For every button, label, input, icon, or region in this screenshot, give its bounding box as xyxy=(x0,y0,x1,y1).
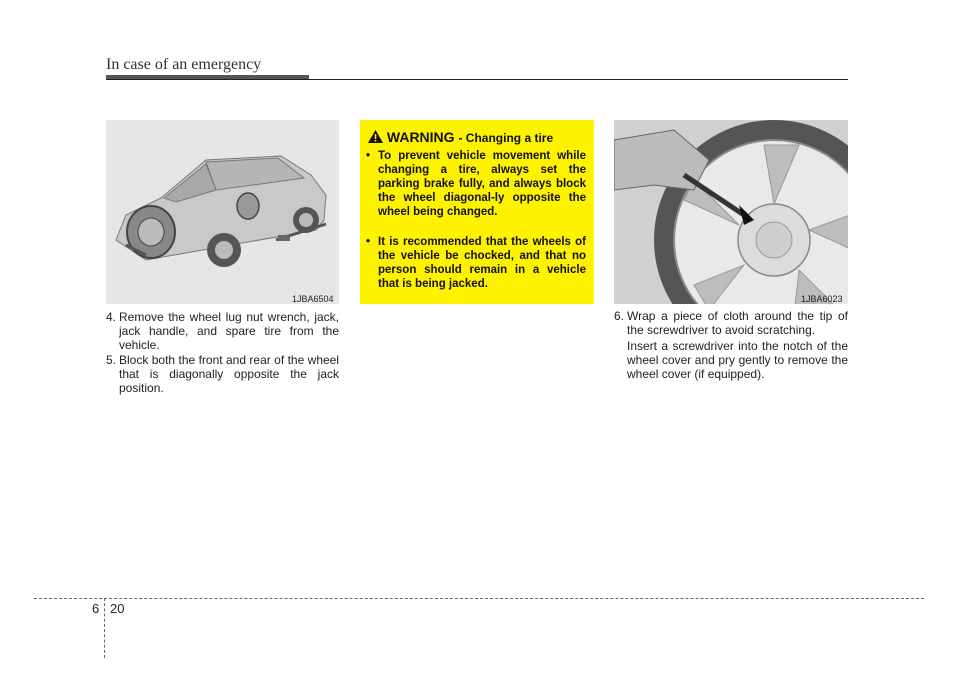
step-text: Block both the front and rear of the wheel that is diagonally opposite the jack position. xyxy=(119,353,339,395)
warning-item xyxy=(366,235,586,291)
footer-vertical-divider xyxy=(104,598,105,658)
warning-box xyxy=(360,120,594,304)
warning-label: WARNING xyxy=(386,129,455,145)
header-rule xyxy=(106,79,848,80)
step-number: 6. xyxy=(614,309,625,323)
warning-title xyxy=(368,129,553,145)
step-6 xyxy=(614,309,848,337)
warning-item xyxy=(366,149,586,219)
step-number: 5. xyxy=(106,353,117,367)
step-text: Remove the wheel lug nut wrench, jack, jack handle, and spare tire from the vehicle. xyxy=(119,310,339,352)
figure-code: 1JBA6023 xyxy=(801,294,843,304)
step-5 xyxy=(106,353,339,395)
warning-item-text: To prevent vehicle movement while changing a tire, always set the parking brake fully, and always block the wheel diagonal-ly opposite the wheel being changed. xyxy=(378,150,586,218)
step-4 xyxy=(106,310,339,352)
step-text: Wrap a piece of cloth around the tip of the screwdriver to avoid scratching. xyxy=(627,309,848,337)
step-number: 4. xyxy=(106,310,117,324)
wheel-cover-illustration xyxy=(614,120,848,304)
warning-subtitle: - Changing a tire xyxy=(458,131,554,145)
car-spare-tire-figure xyxy=(106,120,339,304)
bullet: • xyxy=(366,150,371,162)
section-title: In case of an emergency xyxy=(106,56,262,73)
figure-code: 1JBA6504 xyxy=(292,294,334,304)
step-text: Insert a screwdriver into the notch of the wheel cover and pry gently to remove the wheel cover (if equipped). xyxy=(627,339,848,381)
wheel-cover-figure xyxy=(614,120,848,304)
page-number: 20 xyxy=(110,601,125,616)
warning-triangle-icon xyxy=(368,130,383,143)
warning-item-text: It is recommended that the wheels of the vehicle be chocked, and that no person should remain in a vehicle that is being jacked. xyxy=(378,236,586,290)
bullet: • xyxy=(366,236,371,248)
chapter-number: 6 xyxy=(92,601,100,616)
car-illustration xyxy=(106,120,339,304)
footer-divider xyxy=(34,598,924,599)
step-6-continued xyxy=(614,339,848,381)
